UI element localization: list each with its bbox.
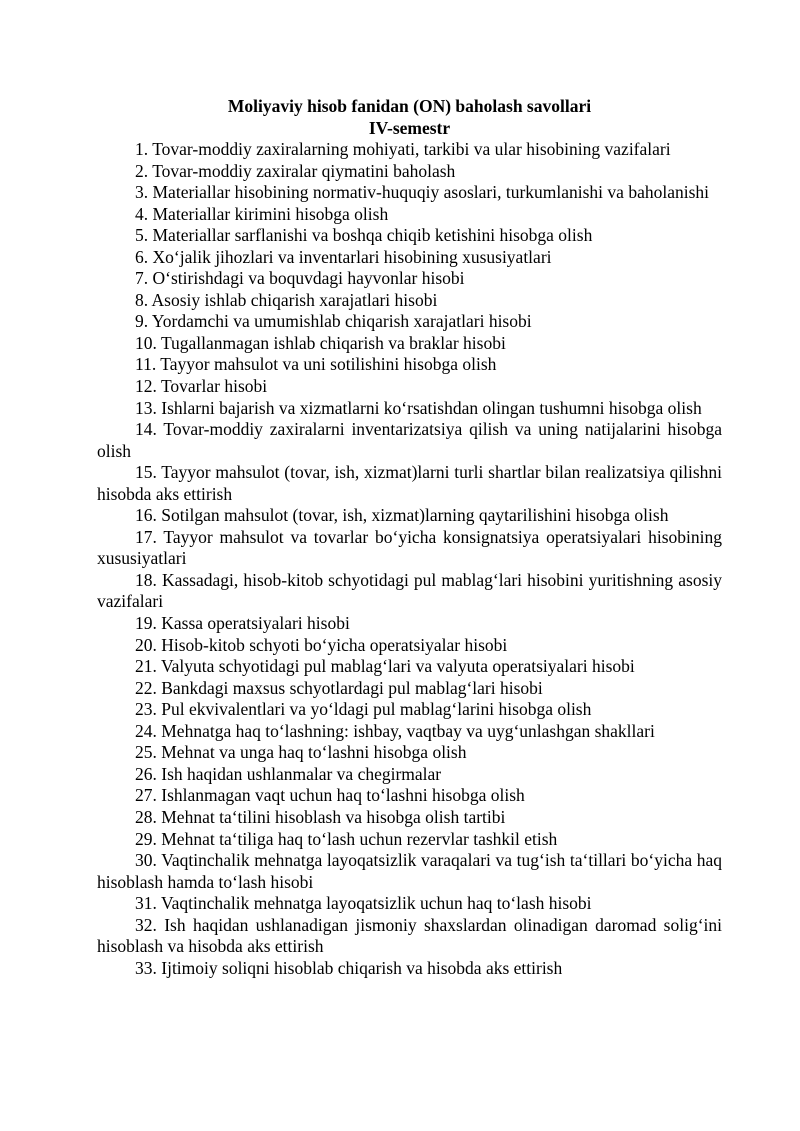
question-number: 18. xyxy=(135,569,157,590)
question-number: 16. xyxy=(135,505,157,526)
question-text: Sotilgan mahsulot (tovar, ish, xizmat)larning qaytarilishini hisobga olish xyxy=(161,505,669,526)
question-text: Hisob-kitob schyoti bo‘yicha operatsiyalar hisobi xyxy=(161,634,508,655)
document-subtitle: IV-semestr xyxy=(368,117,451,138)
question-number: 1. xyxy=(135,139,149,159)
question-item xyxy=(97,505,722,527)
question-item xyxy=(97,893,722,915)
question-item xyxy=(97,462,722,505)
question-text: O‘stirishdagi va boquvdagi hayvonlar hisobi xyxy=(152,268,465,289)
document-content xyxy=(97,96,722,979)
question-text: Mehnat ta‘tilini hisoblash va hisobga olish tartibi xyxy=(161,806,506,827)
question-text: Kassa operatsiyalari hisobi xyxy=(161,613,350,634)
question-item xyxy=(97,311,722,333)
question-item xyxy=(97,656,722,678)
question-item xyxy=(97,915,722,958)
question-text: Valyuta schyotidagi pul mablag‘lari va valyuta operatsiyalari hisobi xyxy=(160,656,635,677)
question-item xyxy=(97,354,722,376)
question-item xyxy=(97,398,722,420)
question-number: 26. xyxy=(135,763,157,784)
question-item xyxy=(97,268,722,290)
question-text: Yordamchi va umumishlab chiqarish xarajatlari hisobi xyxy=(151,311,532,332)
question-text: Tayyor mahsulot va tovarlar bo‘yicha konsignatsiya operatsiyalari hisobining xususiyatlari xyxy=(97,526,722,569)
question-text: Tovar-moddiy zaxiralar qiymatini baholash xyxy=(152,160,456,181)
question-item xyxy=(97,699,722,721)
question-number: 29. xyxy=(135,828,157,849)
question-number: 25. xyxy=(135,742,157,763)
question-number: 2. xyxy=(135,160,149,181)
question-item xyxy=(97,764,722,786)
question-list xyxy=(97,139,722,979)
question-text: Mehnat ta‘tiliga haq to‘lash uchun rezervlar tashkil etish xyxy=(161,828,558,849)
question-number: 27. xyxy=(135,785,157,806)
question-text: Mehnatga haq to‘lashning: ishbay, vaqtbay va uyg‘unlashgan shakllari xyxy=(161,720,655,741)
question-item xyxy=(97,527,722,570)
question-item xyxy=(97,139,722,161)
question-item xyxy=(97,958,722,980)
question-item xyxy=(97,829,722,851)
question-number: 22. xyxy=(135,677,157,698)
question-text: Tovar-moddiy zaxiralarning mohiyati, tarkibi va ular hisobining vazifalari xyxy=(152,139,671,159)
question-number: 6. xyxy=(135,246,149,267)
question-item xyxy=(97,570,722,613)
question-text: Asosiy ishlab chiqarish xarajatlari hisobi xyxy=(151,289,438,310)
question-item xyxy=(97,742,722,764)
question-text: Tayyor mahsulot va uni sotilishini hisobga olish xyxy=(160,354,497,375)
question-text: Kassadagi, hisob-kitob schyotidagi pul mablag‘lari hisobini yuritishning asosiy vazifalari xyxy=(97,569,723,612)
question-text: Pul ekvivalentlari va yo‘ldagi pul mablag‘larini hisobga olish xyxy=(161,699,592,720)
question-text: Tovarlar hisobi xyxy=(160,376,268,397)
question-item xyxy=(97,333,722,355)
question-number: 14. xyxy=(135,419,157,440)
question-text: Vaqtinchalik mehnatga layoqatsizlik uchun haq to‘lash hisobi xyxy=(160,893,592,914)
question-text: Tugallanmagan ishlab chiqarish va braklar hisobi xyxy=(160,332,506,353)
question-text: Materiallar hisobining normativ-huquqiy asoslari, turkumlanishi va baholanishi xyxy=(152,182,709,203)
document-title: Moliyaviy hisob fanidan (ON) baholash savollari xyxy=(227,96,592,116)
question-number: 11. xyxy=(135,354,157,375)
question-text: Tayyor mahsulot (tovar, ish, xizmat)larni turli shartlar bilan realizatsiya qilishni hisobda aks ettirish xyxy=(97,462,722,504)
question-number: 13. xyxy=(135,397,157,418)
question-number: 20. xyxy=(135,634,157,655)
question-item xyxy=(97,161,722,183)
question-number: 30. xyxy=(135,850,157,871)
question-number: 23. xyxy=(135,699,157,720)
question-text: Ijtimoiy soliqni hisoblab chiqarish va hisobda aks ettirish xyxy=(161,957,563,978)
question-text: Ish haqidan ushlanadigan jismoniy shaxslardan olinadigan daromad solig‘ini hisoblash va hisobda aks ettirish xyxy=(97,914,722,957)
question-text: Vaqtinchalik mehnatga layoqatsizlik varaqalari va tug‘ish ta‘tillari bo‘yicha haq hisoblash hamda to‘lash hisobi xyxy=(97,850,722,892)
question-number: 32. xyxy=(135,914,157,935)
question-number: 19. xyxy=(135,613,157,634)
question-item xyxy=(97,807,722,829)
question-number: 10. xyxy=(135,332,157,353)
question-number: 9. xyxy=(135,311,149,332)
question-item xyxy=(97,678,722,700)
question-number: 4. xyxy=(135,203,149,224)
question-text: Tovar-moddiy zaxiralarni inventarizatsiya qilish va uning natijalarini hisobga olish xyxy=(97,419,722,461)
question-item xyxy=(97,376,722,398)
question-item xyxy=(97,290,722,312)
question-number: 31. xyxy=(135,893,157,914)
question-text: Bankdagi maxsus schyotlardagi pul mablag‘lari hisobi xyxy=(161,677,543,698)
question-item xyxy=(97,247,722,269)
question-item xyxy=(97,182,722,204)
question-item xyxy=(97,419,722,462)
question-item xyxy=(97,850,722,893)
question-number: 24. xyxy=(135,720,157,741)
question-number: 7. xyxy=(135,268,149,289)
question-item xyxy=(97,785,722,807)
question-text: Ishlanmagan vaqt uchun haq to‘lashni hisobga olish xyxy=(161,785,525,806)
question-item xyxy=(97,635,722,657)
question-number: 8. xyxy=(135,289,149,310)
question-item xyxy=(97,613,722,635)
question-number: 15. xyxy=(135,462,157,483)
question-text: Materiallar sarflanishi va boshqa chiqib ketishini hisobga olish xyxy=(152,225,593,246)
question-number: 28. xyxy=(135,806,157,827)
question-text: Mehnat va unga haq to‘lashni hisobga olish xyxy=(161,742,467,763)
question-number: 21. xyxy=(135,656,157,677)
question-text: Materiallar kirimini hisobga olish xyxy=(152,203,389,224)
question-number: 12. xyxy=(135,376,157,397)
question-item xyxy=(97,721,722,743)
question-text: Xo‘jalik jihozlari va inventarlari hisobining xususiyatlari xyxy=(152,246,552,267)
question-number: 5. xyxy=(135,225,149,246)
question-number: 33. xyxy=(135,957,157,978)
question-text: Ishlarni bajarish va xizmatlarni ko‘rsatishdan olingan tushumni hisobga olish xyxy=(161,397,702,418)
question-item xyxy=(97,225,722,247)
question-number: 3. xyxy=(135,182,149,203)
question-item xyxy=(97,204,722,226)
question-text: Ish haqidan ushlanmalar va chegirmalar xyxy=(161,763,442,784)
question-number: 17. xyxy=(135,526,157,547)
